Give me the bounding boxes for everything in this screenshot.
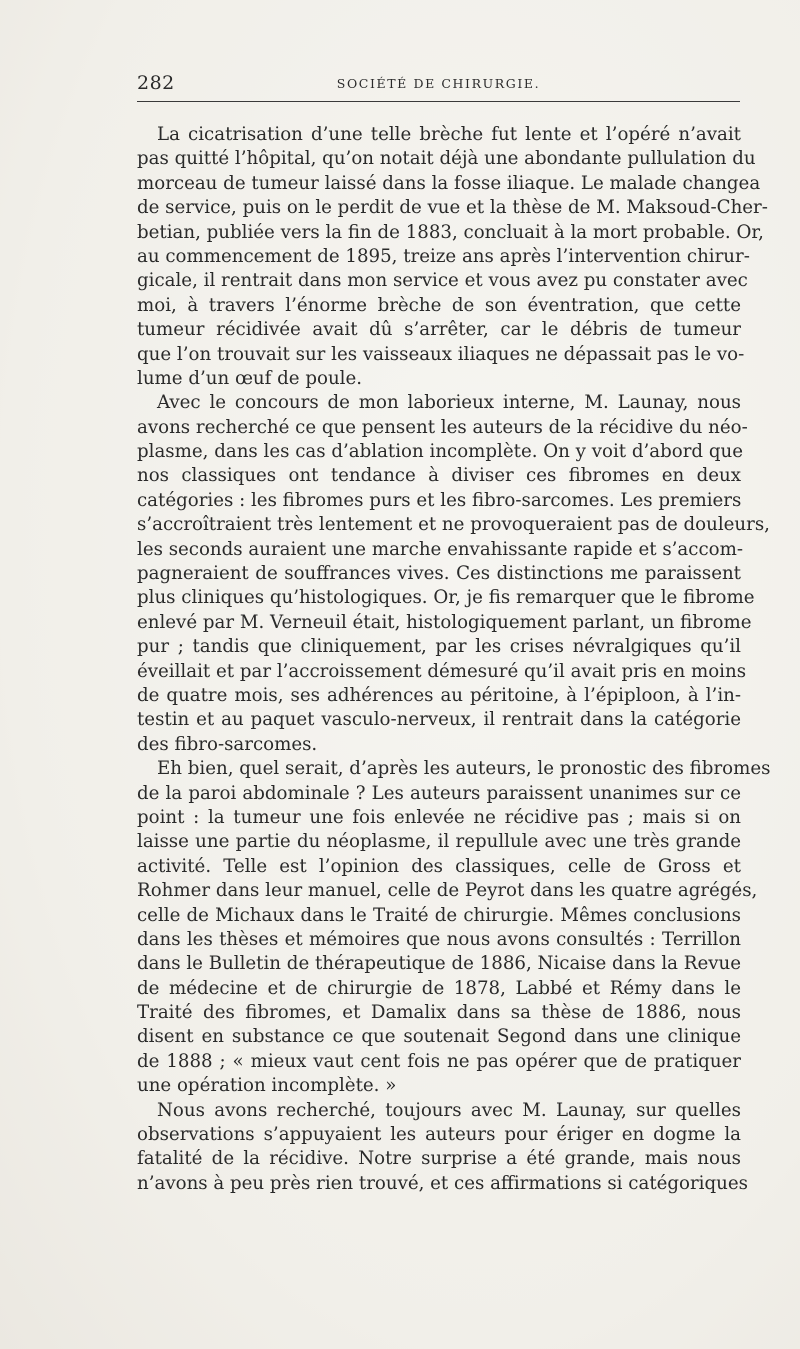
text-line: dans les thèses et mémoires que nous avons consultés : Terrillon	[137, 928, 741, 950]
text-line: des fibro-sarcomes.	[137, 733, 318, 755]
text-line: testin et au paquet vasculo-nerveux, il rentrait dans la catégorie	[137, 709, 741, 731]
text-line: moi, à travers l’énorme brèche de son éventration, que cette	[137, 294, 741, 316]
text-line: s’accroîtraient très lentement et ne provoqueraient pas de douleurs,	[137, 514, 770, 536]
text-line: de service, puis on le perdit de vue et la thèse de M. Maksoud-Cher-	[137, 197, 768, 219]
text-line: plus cliniques qu’histologiques. Or, je fis remarquer que le fibrome	[137, 587, 755, 609]
text-line: observations s’appuyaient les auteurs pour ériger en dogme la	[137, 1124, 741, 1146]
text-line: Eh bien, quel serait, d’après les auteurs, le pronostic des fibromes	[157, 758, 771, 780]
text-line: éveillait et par l’accroissement démesuré qu’il avait pris en moins	[137, 660, 747, 682]
text-line: activité. Telle est l’opinion des classiques, celle de Gross et	[137, 855, 741, 877]
body-text	[137, 123, 771, 1196]
text-line: gicale, il rentrait dans mon service et vous avez pu constater avec	[137, 270, 748, 292]
text-line: Nous avons recherché, toujours avec M. Launay, sur quelles	[157, 1099, 741, 1121]
text-line: Avec le concours de mon laborieux interne, M. Launay, nous	[157, 392, 741, 414]
text-line: point : la tumeur une fois enlevée ne récidive pas ; mais si on	[137, 806, 741, 828]
text-line: catégories : les fibromes purs et les fibro-sarcomes. Les premiers	[137, 489, 742, 511]
text-line: enlevé par M. Verneuil était, histologiquement parlant, un fibrome	[137, 611, 752, 633]
text-line: lume d’un œuf de poule.	[137, 367, 363, 389]
text-line: Rohmer dans leur manuel, celle de Peyrot dans les quatre agrégés,	[137, 880, 758, 902]
text-line: de quatre mois, ses adhérences au péritoine, à l’épiploon, à l’in-	[137, 684, 741, 706]
text-line: laisse une partie du néoplasme, il repullule avec une très grande	[137, 831, 741, 853]
text-line: morceau de tumeur laissé dans la fosse iliaque. Le malade changea	[137, 172, 761, 194]
text-line: tumeur récidivée avait dû s’arrêter, car le débris de tumeur	[137, 319, 741, 341]
text-line: Traité des fibromes, et Damalix dans sa thèse de 1886, nous	[137, 1002, 741, 1024]
text-line: plasme, dans les cas d’ablation incomplète. On y voit d’abord que	[137, 441, 743, 463]
text-line: disent en substance ce que soutenait Segond dans une clinique	[137, 1026, 741, 1048]
text-line: avons recherché ce que pensent les auteurs de la récidive du néo-	[137, 416, 748, 438]
text-line: fatalité de la récidive. Notre surprise a été grande, mais nous	[137, 1148, 741, 1170]
header-rule	[137, 101, 740, 102]
text-line: pas quitté l’hôpital, qu’on notait déjà une abondante pullulation du	[137, 148, 756, 170]
text-line: n’avons à peu près rien trouvé, et ces affirmations si catégoriques	[137, 1172, 748, 1194]
page-number: 282	[137, 72, 175, 94]
running-title: SOCIÉTÉ DE CHIRURGIE.	[336, 76, 541, 91]
text-line: de médecine et de chirurgie de 1878, Labbé et Rémy dans le	[137, 977, 741, 999]
text-line: pur ; tandis que cliniquement, par les crises névralgiques qu’il	[137, 636, 741, 658]
text-line: celle de Michaux dans le Traité de chirurgie. Mêmes conclusions	[137, 904, 741, 926]
text-line: betian, publiée vers la fin de 1883, concluait à la mort probable. Or,	[137, 221, 764, 243]
text-line: les seconds auraient une marche envahissante rapide et s’accom-	[137, 538, 743, 560]
text-line: nos classiques ont tendance à diviser ces fibromes en deux	[137, 465, 741, 487]
text-line: pagneraient de souffrances vives. Ces distinctions me paraissent	[137, 563, 741, 585]
text-line: dans le Bulletin de thérapeutique de 1886, Nicaise dans la Revue	[137, 953, 741, 975]
text-line: de 1888 ; « mieux vaut cent fois ne pas opérer que de pratiquer	[137, 1050, 741, 1072]
text-line: au commencement de 1895, treize ans après l’intervention chirur-	[137, 245, 750, 267]
text-line: de la paroi abdominale ? Les auteurs paraissent unanimes sur ce	[137, 782, 741, 804]
text-line: La cicatrisation d’une telle brèche fut lente et l’opéré n’avait	[157, 124, 741, 145]
text-line: que l’on trouvait sur les vaisseaux iliaques ne dépassait pas le vo-	[137, 343, 745, 365]
running-head	[137, 72, 740, 102]
text-line: une opération incomplète. »	[137, 1075, 397, 1097]
